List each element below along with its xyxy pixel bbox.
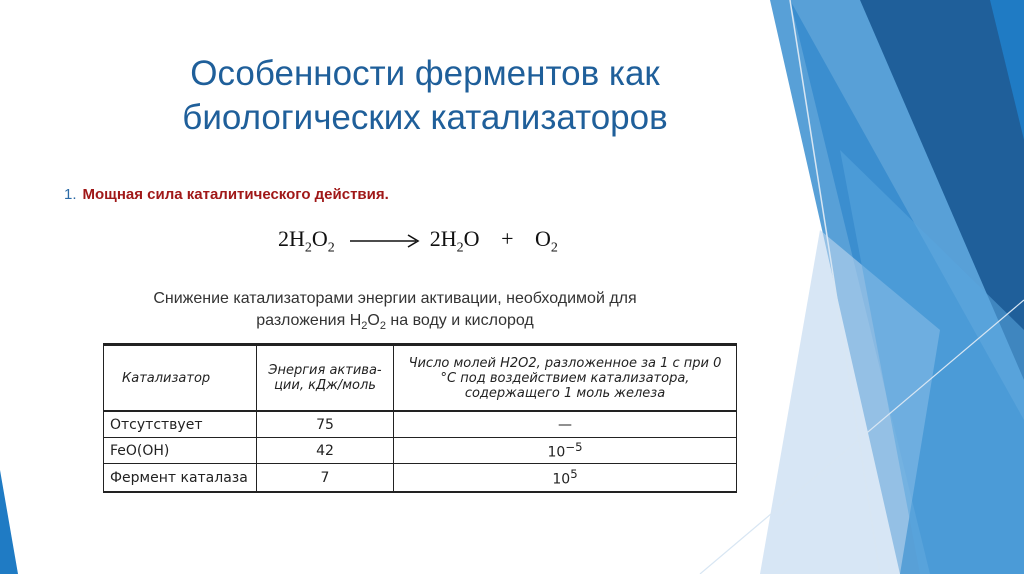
caption-line-1: Снижение катализаторами энергии активации, необходимой для <box>153 290 637 307</box>
equation-subscript: 2 <box>550 240 558 256</box>
cell-catalyst: FeO(OH) <box>104 438 257 464</box>
equation-subscript: 2 <box>456 240 464 256</box>
cell-moles <box>394 438 737 464</box>
equation-reactant-o: O <box>311 226 328 251</box>
cell-energy: 42 <box>257 438 394 464</box>
catalyst-table <box>103 343 737 493</box>
moles-base: 10 <box>552 471 571 488</box>
caption-subscript: 2 <box>361 320 368 333</box>
header-energy: Энергия актива-ции, кДж/моль <box>257 345 394 412</box>
caption-text-end: на воду и кислород <box>385 312 534 329</box>
reaction-arrow-icon <box>350 234 420 248</box>
slide-title <box>90 52 760 140</box>
header-moles: Число молей H2O2, разложенное за 1 с при 0 °С под воздействием катализатора, содержащего 1 моль железа <box>394 345 737 412</box>
equation-product-1-o: O <box>463 226 480 251</box>
cell-moles <box>394 464 737 493</box>
equation-product-1: 2H <box>429 226 457 251</box>
table-row <box>104 411 737 438</box>
table-caption <box>85 288 705 337</box>
table-header-row <box>104 345 737 412</box>
bullet-number: 1. <box>64 186 77 203</box>
caption-line-2 <box>85 310 705 337</box>
caption-text: разложения H <box>256 312 362 329</box>
cell-catalyst: Отсутствует <box>104 411 257 438</box>
equation-reactant: 2H <box>278 226 305 251</box>
title-line-2: биологических катализаторов <box>182 98 668 137</box>
reaction-equation <box>278 226 558 256</box>
header-catalyst: Катализатор <box>104 345 257 412</box>
equation-plus: + <box>501 226 514 251</box>
moles-exponent: −5 <box>565 440 583 455</box>
bullet-text: Мощная сила каталитического действия. <box>82 186 389 203</box>
equation-subscript: 2 <box>327 240 335 256</box>
equation-product-2: O <box>534 226 551 251</box>
cell-energy: 7 <box>257 464 394 493</box>
title-line-1: Особенности ферментов как <box>190 54 660 93</box>
cell-catalyst: Фермент каталаза <box>104 464 257 493</box>
equation-subscript: 2 <box>304 240 312 256</box>
moles-base: 10 <box>547 444 566 461</box>
bullet-point <box>64 186 389 203</box>
cell-energy: 75 <box>257 411 394 438</box>
table-row <box>104 464 737 493</box>
caption-text-o: O <box>367 312 380 329</box>
moles-exponent: 5 <box>570 467 578 482</box>
caption-subscript: 2 <box>379 320 386 333</box>
table-row <box>104 438 737 464</box>
cell-moles: — <box>394 411 737 438</box>
